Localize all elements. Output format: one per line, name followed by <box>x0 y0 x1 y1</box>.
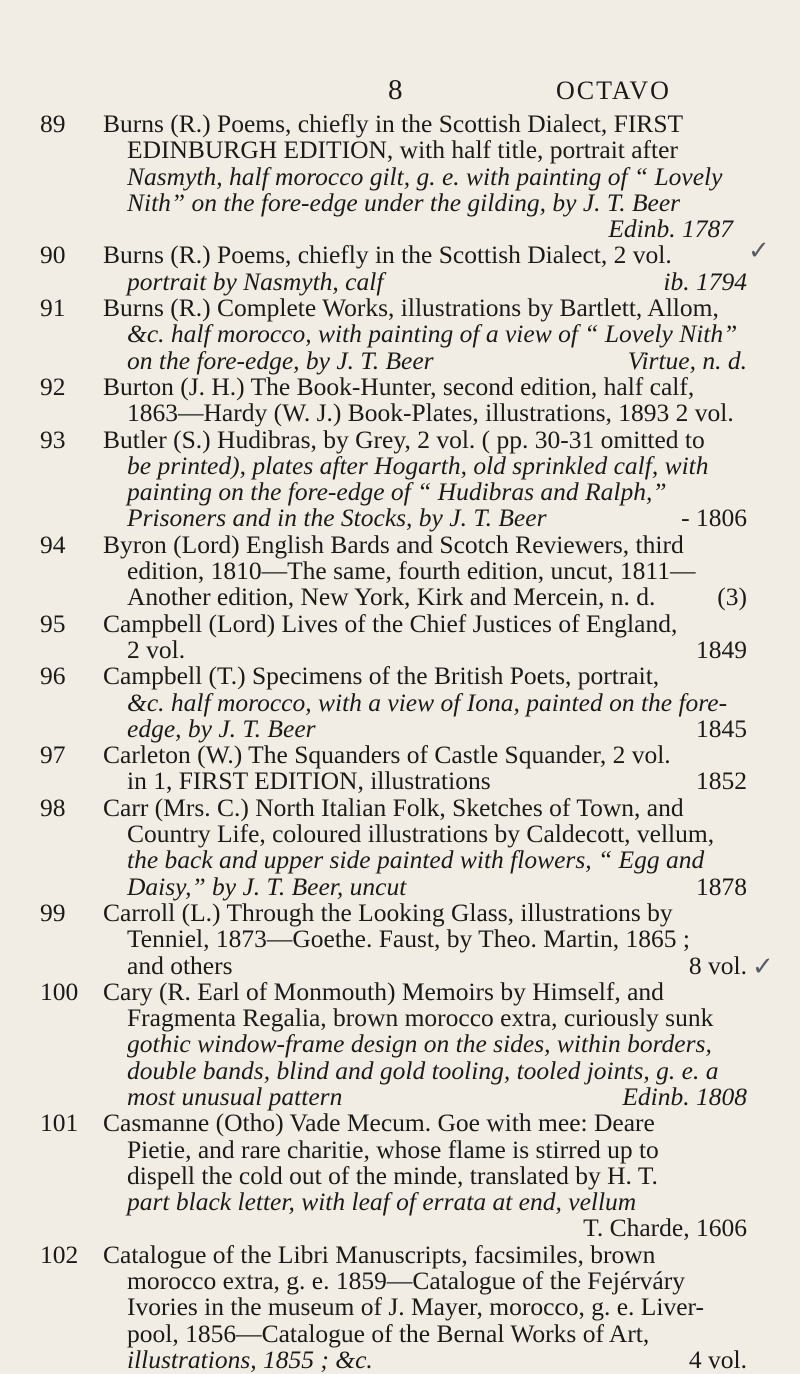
imprint: 1849 <box>696 634 747 664</box>
catalogue-entry <box>0 371 800 428</box>
entry-line: &c. half morocco, with painting of a view of “ Lovely Nith” <box>127 319 738 349</box>
lot-number: 91 <box>40 293 66 323</box>
lot-number: 90 <box>40 240 66 270</box>
lot-number: 92 <box>40 371 66 401</box>
entry-line: EDINBURGH EDITION, with half title, portrait after <box>127 135 678 165</box>
catalogue-entry <box>0 608 800 664</box>
entry-line: Another edition, New York, Kirk and Mercein, n. d. <box>127 582 656 612</box>
imprint: ib. 1794 <box>663 266 747 296</box>
imprint: 1852 <box>696 766 747 796</box>
entry-line: Tenniel, 1873—Goethe. Faust, by Theo. Martin, 1865 ; <box>127 924 690 954</box>
lot-number: 101 <box>40 1108 79 1138</box>
entry-line: gothic window-frame design on the sides, within borders, <box>127 1029 712 1059</box>
entry-line: Carr (Mrs. C.) North Italian Folk, Sketches of Town, and <box>103 792 684 822</box>
entry-line: most unusual pattern <box>127 1081 343 1111</box>
lot-number: 89 <box>40 109 66 138</box>
catalogue-entry <box>0 1239 800 1374</box>
entry-line: edge, by J. T. Beer <box>127 713 316 743</box>
entry-line: Pietie, and rare charitie, whose flame is stirred up to <box>127 1134 659 1164</box>
entry-line: dispell the cold out of the minde, translated by H. T. <box>127 1160 658 1190</box>
catalogue-entry <box>0 663 800 742</box>
lot-number: 96 <box>40 661 66 691</box>
entry-line: 2 vol. <box>127 634 186 664</box>
entry-line: be printed), plates after Hogarth, old sprinkled calf, with <box>127 450 709 480</box>
catalogue-entry <box>0 295 800 374</box>
pencil-tick-mark: ✓ <box>752 952 774 981</box>
entry-line: Carroll (L.) Through the Looking Glass, illustrations by <box>103 897 673 927</box>
entry-line: Burton (J. H.) The Book-Hunter, second edition, half calf, <box>103 371 695 401</box>
lot-number: 93 <box>40 424 66 454</box>
imprint: Edinb. 1808 <box>622 1081 747 1111</box>
catalogue-entry <box>0 111 800 242</box>
catalogue-entry <box>0 976 800 1111</box>
entry-line: Campbell (T.) Specimens of the British Poets, portrait, <box>103 661 660 691</box>
entry-line: illustrations, 1855 ; &c. <box>127 1344 373 1374</box>
lot-number: 94 <box>40 529 66 559</box>
entry-line: Catalogue of the Libri Manuscripts, facsimiles, brown <box>103 1239 656 1269</box>
imprint: Virtue, n. d. <box>627 345 747 375</box>
entry-line: morocco extra, g. e. 1859—Catalogue of the Fejérváry <box>127 1266 685 1296</box>
imprint: T. Charde, 1606 <box>583 1213 747 1243</box>
entry-line: Burns (R.) Complete Works, illustrations by Bartlett, Allom, <box>103 293 719 323</box>
entry-line: Casmanne (Otho) Vade Mecum. Goe with mee: Deare <box>103 1108 655 1138</box>
entry-line: Daisy,” by J. T. Beer, uncut <box>127 871 407 901</box>
entry-line: Ivories in the museum of J. Mayer, morocco, g. e. Liver- <box>127 1292 705 1322</box>
entry-line: 1863—Hardy (W. J.) Book-Plates, illustrations, 1893 2 vol. <box>127 398 734 428</box>
entry-line: and others <box>127 950 233 980</box>
catalogue-entries <box>0 111 800 1373</box>
section-title: OCTAVO <box>556 76 671 105</box>
imprint: 1845 <box>696 713 747 743</box>
catalogue-entry <box>0 792 800 901</box>
entry-line: Burns (R.) Poems, chiefly in the Scottish Dialect, FIRST <box>103 109 684 138</box>
entry-line: on the fore-edge, by J. T. Beer <box>127 345 434 375</box>
catalogue-entry <box>0 742 800 795</box>
entry-line: Nith” on the fore-edge under the gilding, by J. T. Beer <box>127 187 681 217</box>
lot-number: 98 <box>40 792 66 822</box>
entry-line: the back and upper side painted with flowers, “ Egg and <box>127 845 705 875</box>
imprint: Edinb. 1787 <box>608 214 733 244</box>
imprint: 1878 <box>696 871 747 901</box>
catalogue-entry <box>0 1110 800 1241</box>
lot-number: 102 <box>40 1239 79 1269</box>
entry-line: Carleton (W.) The Squanders of Castle Squander, 2 vol. <box>103 740 671 770</box>
entry-line: painting on the fore-edge of “ Hudibras and Ralph,” <box>127 477 667 507</box>
lot-number: 97 <box>40 740 66 770</box>
entry-line: Byron (Lord) English Bards and Scotch Reviewers, third <box>103 529 684 559</box>
entry-line: Nasmyth, half morocco gilt, g. e. with painting of “ Lovely <box>127 161 723 191</box>
pencil-tick-mark: ✓ <box>748 236 770 265</box>
page-number: 8 <box>388 74 403 106</box>
imprint: - 1806 <box>681 503 747 533</box>
entry-line: &c. half morocco, with a view of Iona, painted on the fore- <box>127 687 728 717</box>
entry-line: Butler (S.) Hudibras, by Grey, 2 vol. ( pp. 30-31 omitted to <box>103 424 705 454</box>
entry-line: Prisoners and in the Stocks, by J. T. Beer <box>127 503 547 533</box>
lot-number: 99 <box>40 897 66 927</box>
entry-line: Burns (R.) Poems, chiefly in the Scottish Dialect, 2 vol. <box>103 240 672 270</box>
catalogue-entry <box>0 897 800 980</box>
imprint: 4 vol. <box>688 1344 747 1374</box>
lot-number: 100 <box>40 976 79 1006</box>
entry-line: portrait by Nasmyth, calf <box>127 266 384 296</box>
entry-line: part black letter, with leaf of errata at end, vellum <box>127 1187 637 1217</box>
entry-line: Campbell (Lord) Lives of the Chief Justices of England, <box>103 608 678 638</box>
entry-line: pool, 1856—Catalogue of the Bernal Works of Art, <box>127 1318 650 1348</box>
catalogue-entry <box>0 529 800 612</box>
imprint: 8 vol. <box>688 950 747 980</box>
lot-number: 95 <box>40 608 66 638</box>
entry-line: Fragmenta Regalia, brown morocco extra, curiously sunk <box>127 1003 714 1033</box>
imprint: (3) <box>717 582 747 612</box>
entry-line: Cary (R. Earl of Monmouth) Memoirs by Himself, and <box>103 976 664 1006</box>
entry-line: in 1, FIRST EDITION, illustrations <box>127 766 491 796</box>
entry-line: double bands, blind and gold tooling, tooled joints, g. e. a <box>127 1055 719 1085</box>
page-header <box>0 74 800 114</box>
entry-line: edition, 1810—The same, fourth edition, uncut, 1811— <box>127 556 696 586</box>
entry-line: Country Life, coloured illustrations by Caldecott, vellum, <box>127 819 715 849</box>
catalogue-entry <box>0 242 800 295</box>
catalogue-entry <box>0 424 800 533</box>
